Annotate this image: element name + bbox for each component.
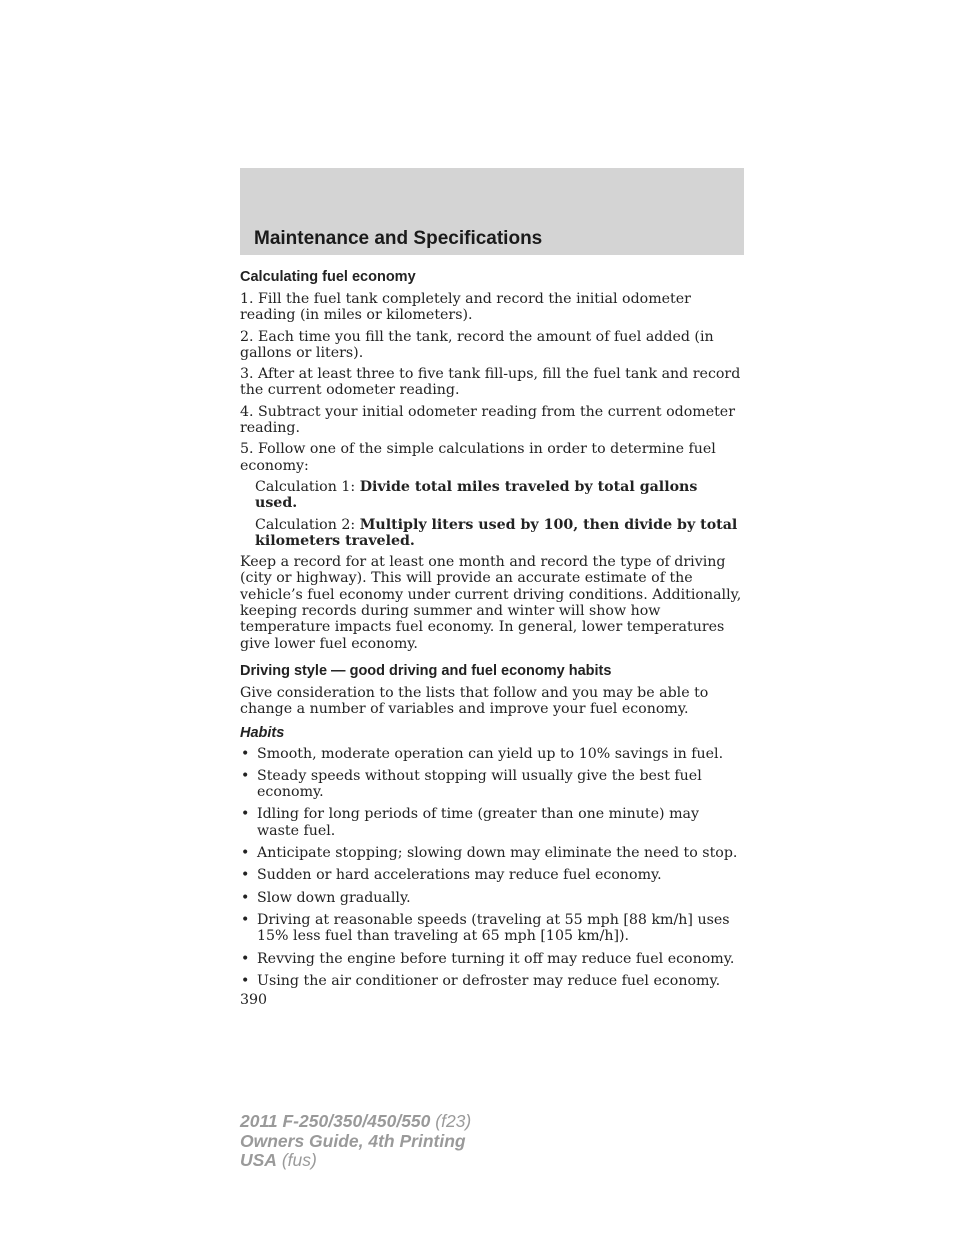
footer-model-code: (f23): [430, 1111, 472, 1131]
page-number: 390: [240, 992, 268, 1009]
list-item: • Sudden or hard accelerations may reduce fuel economy.: [240, 867, 744, 883]
record-keeping-paragraph: Keep a record for at least one month and record the type of driving (city or highway). This will provide an accurate estimate of the vehicle’s fuel economy under current driving conditions. Additionally, keeping records during summer and winter will show how temperature impacts fuel economy. In general, lower temperatures give lower fuel economy.: [240, 554, 742, 652]
footer-line-2: Owners Guide, 4th Printing: [240, 1130, 466, 1151]
footer-market-code: (fus): [276, 1150, 317, 1170]
section-header-band: [240, 168, 744, 255]
step-2: 2. Each time you fill the tank, record the amount of fuel added (in gallons or liters).: [240, 328, 714, 361]
calculation-2-text: Multiply liters used by 100, then divide by total kilometers traveled.: [255, 516, 738, 549]
list-item: • Slow down gradually.: [240, 890, 744, 906]
step-4: 4. Subtract your initial odometer reading from the current odometer reading.: [240, 403, 735, 437]
list-item: • Smooth, moderate operation can yield up to 10% savings in fuel.: [240, 746, 744, 762]
step-1: 1. Fill the fuel tank completely and record the initial odometer reading (in miles or kilometers).: [240, 291, 691, 324]
footer-line-1: [240, 1112, 471, 1132]
habits-list: [240, 746, 744, 990]
step-5: 5. Follow one of the simple calculations in order to determine fuel economy:: [240, 441, 716, 474]
list-item: • Idling for long periods of time (greater than one minute) may waste fuel.: [240, 806, 744, 839]
heading-calculating-fuel-economy: Calculating fuel economy: [240, 269, 416, 285]
list-item: • Revving the engine before turning it off may reduce fuel economy.: [240, 951, 744, 967]
calculation-1-text: Divide total miles traveled by total gallons used.: [255, 478, 698, 512]
calculation-1-label: Calculation 1:: [255, 478, 360, 495]
list-item: • Using the air conditioner or defroster may reduce fuel economy.: [240, 973, 744, 989]
list-item: • Steady speeds without stopping will usually give the best fuel economy.: [240, 768, 744, 801]
calculation-1: [240, 479, 744, 512]
footer-market: USA: [240, 1150, 277, 1170]
calculation-2: [240, 517, 744, 550]
footer-line-3: [240, 1151, 471, 1171]
calculation-2-label: Calculation 2:: [255, 516, 360, 533]
heading-driving-style: Driving style — good driving and fuel economy habits: [240, 662, 612, 679]
driving-style-paragraph: Give consideration to the lists that follow and you may be able to change a number of variables and improve your fuel economy.: [240, 684, 709, 718]
heading-habits: Habits: [240, 724, 285, 741]
document-footer: [240, 1112, 471, 1171]
list-item: • Anticipate stopping; slowing down may eliminate the need to stop.: [240, 845, 744, 861]
list-item: • Driving at reasonable speeds (traveling at 55 mph [88 km/h] uses 15% less fuel than traveling at 65 mph [105 km/h]).: [240, 912, 744, 945]
page-content: [240, 268, 744, 1008]
footer-model: 2011 F-250/350/450/550: [240, 1111, 431, 1131]
section-title: Maintenance and Specifications: [254, 228, 543, 249]
step-3: 3. After at least three to five tank fill-ups, fill the fuel tank and record the current odometer reading.: [240, 366, 741, 399]
